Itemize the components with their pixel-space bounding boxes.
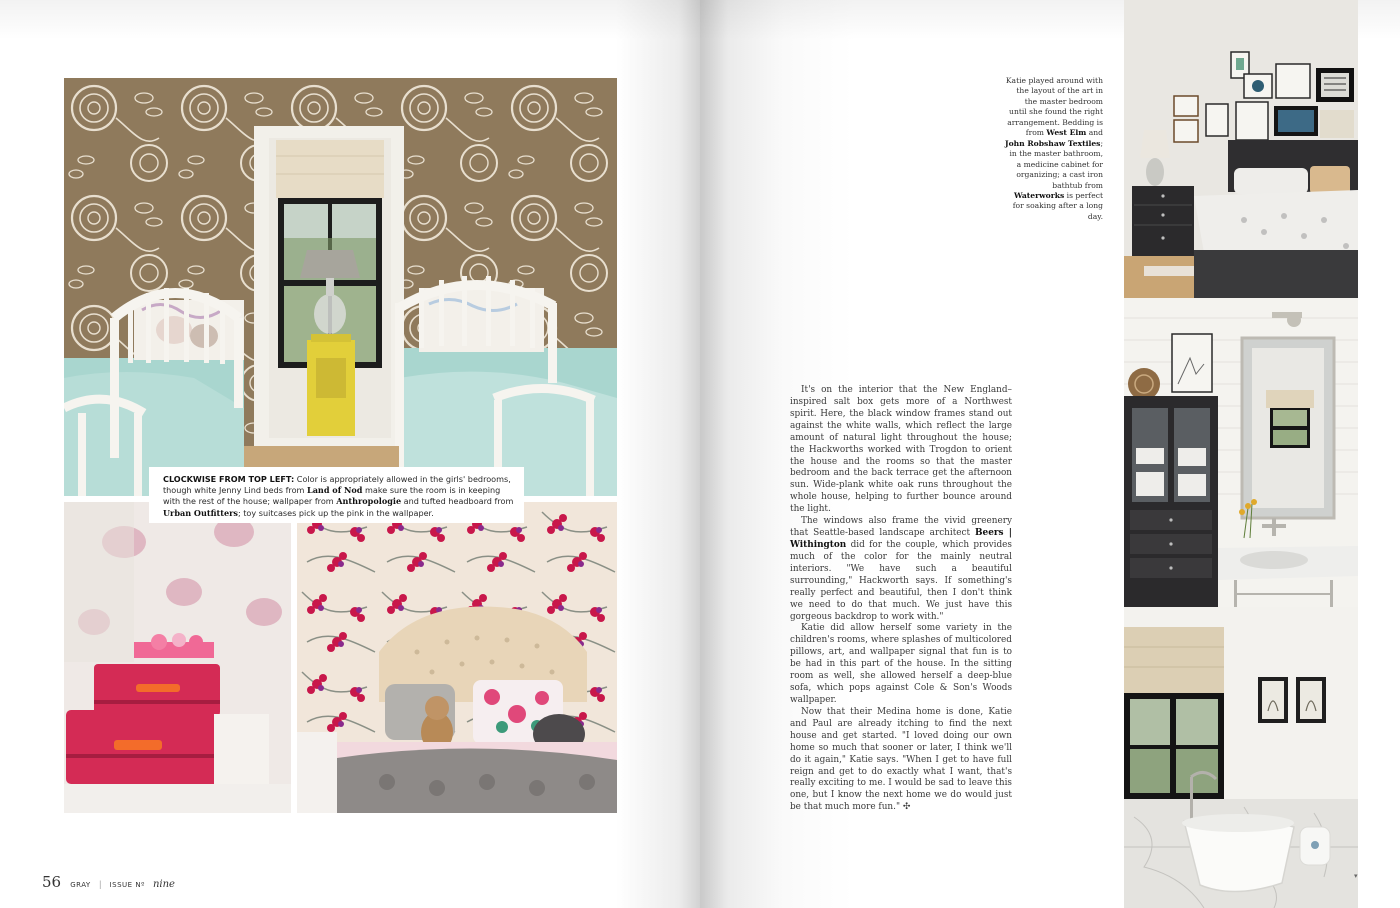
photo-girls-bedroom (64, 78, 617, 496)
end-mark-icon: ✣ (902, 802, 911, 813)
article-paragraph (790, 707, 1012, 814)
photo-caption-main (149, 467, 524, 523)
caption-text: ; toy suitcases pick up the pink in the wallpaper. (237, 507, 434, 518)
caption-source-land-of-nod: Land of Nod (307, 485, 363, 496)
photo-tufted-headboard (297, 502, 617, 813)
page-folio (42, 872, 175, 891)
side-caption-text: is perfect for soaking after a long day. (1012, 190, 1103, 221)
paragraph-text: Now that their Medina home is done, Katie and Paul are already itching to find the next house and get started. "I loved doing our own home so much that sooner or later, I think we'll do it again," Katie says. "When I get to have full reign and get to do exactly what I want, that's really exciting to me. I would be sad to leave this one, but I know the next home we do would just be that much more fun." (790, 706, 1012, 813)
paragraph-text: did for the couple, which provides much of the color for the mainly neutral interiors. "We have such a beautiful surrounding," Hackworth says. If something's really perfect and beautiful, then I don't think we need to do that much. We just have this gorgeous backdrop to work with." (790, 539, 1012, 622)
issue-label: ISSUE Nº (109, 881, 145, 889)
article-body (790, 385, 1012, 814)
article-paragraph (790, 516, 1012, 623)
folio-divider: | (98, 880, 102, 889)
caption-text: Color is appropriately allowed in the girls' bedrooms, though white Jenny Lind beds from (163, 474, 511, 496)
paragraph-text: The windows also frame the vivid greenery that Seattle-based landscape architect (790, 516, 1012, 539)
side-caption-text: ; in the master bathroom, a medicine cabinet for organizing; a cast iron bathtub from (1009, 138, 1104, 190)
issue-number: nine (152, 879, 175, 890)
side-caption-source-waterworks: Waterworks (1013, 190, 1065, 200)
corner-arrow-icon: ▾ (1354, 872, 1358, 880)
caption-text: and tufted headboard from (401, 496, 514, 507)
article-paragraph: It's on the interior that the New England–inspired salt box gets more of a Northwest spirit. Here, the black window frames stand out against the white walls, which reflect the large amount of natural light throughout the house; the Hackworths worked with Trogdon to orient the house and the rooms so that the master bedroom and the back terrace get the afternoon sun. Wide-plank white oak runs throughout the whole house, helping to further bounce around the light. (790, 385, 1012, 515)
side-caption-source-west-elm: West Elm (1046, 128, 1087, 138)
side-caption-source-john-robshaw: John Robshaw Textiles (1005, 138, 1101, 148)
photo-master-bedroom (1124, 0, 1358, 298)
photo-bathtub (1124, 607, 1358, 908)
side-caption-text: and (1086, 128, 1103, 138)
photo-caption-side (1005, 76, 1103, 222)
page-number: 56 (42, 873, 62, 891)
photo-master-bathroom (1124, 298, 1358, 607)
side-caption-text: Katie played around with the layout of the art in the master bedroom until she found the right arrangement. Bedding is from (1005, 76, 1103, 138)
caption-source-anthropologie: Anthropologie (336, 496, 402, 507)
caption-text: make sure the room is in keeping with the rest of the house; wallpaper from (163, 485, 501, 507)
architect-name: Beers | Withington (790, 528, 1012, 550)
caption-source-urban-outfitters: Urban Outfitters (163, 507, 238, 518)
magazine-name: GRAY (70, 881, 91, 889)
caption-lead: CLOCKWISE FROM TOP LEFT: (163, 474, 295, 484)
photo-toy-suitcases (64, 502, 291, 813)
article-paragraph: Katie did allow herself some variety in the children's rooms, where splashes of multicolored pillows, art, and wallpaper signal that fun is to be had in this part of the house. In the sitting room as well, she allowed herself a deep-blue sofa, which pops against Cole & Son's Woods wallpaper. (790, 623, 1012, 705)
